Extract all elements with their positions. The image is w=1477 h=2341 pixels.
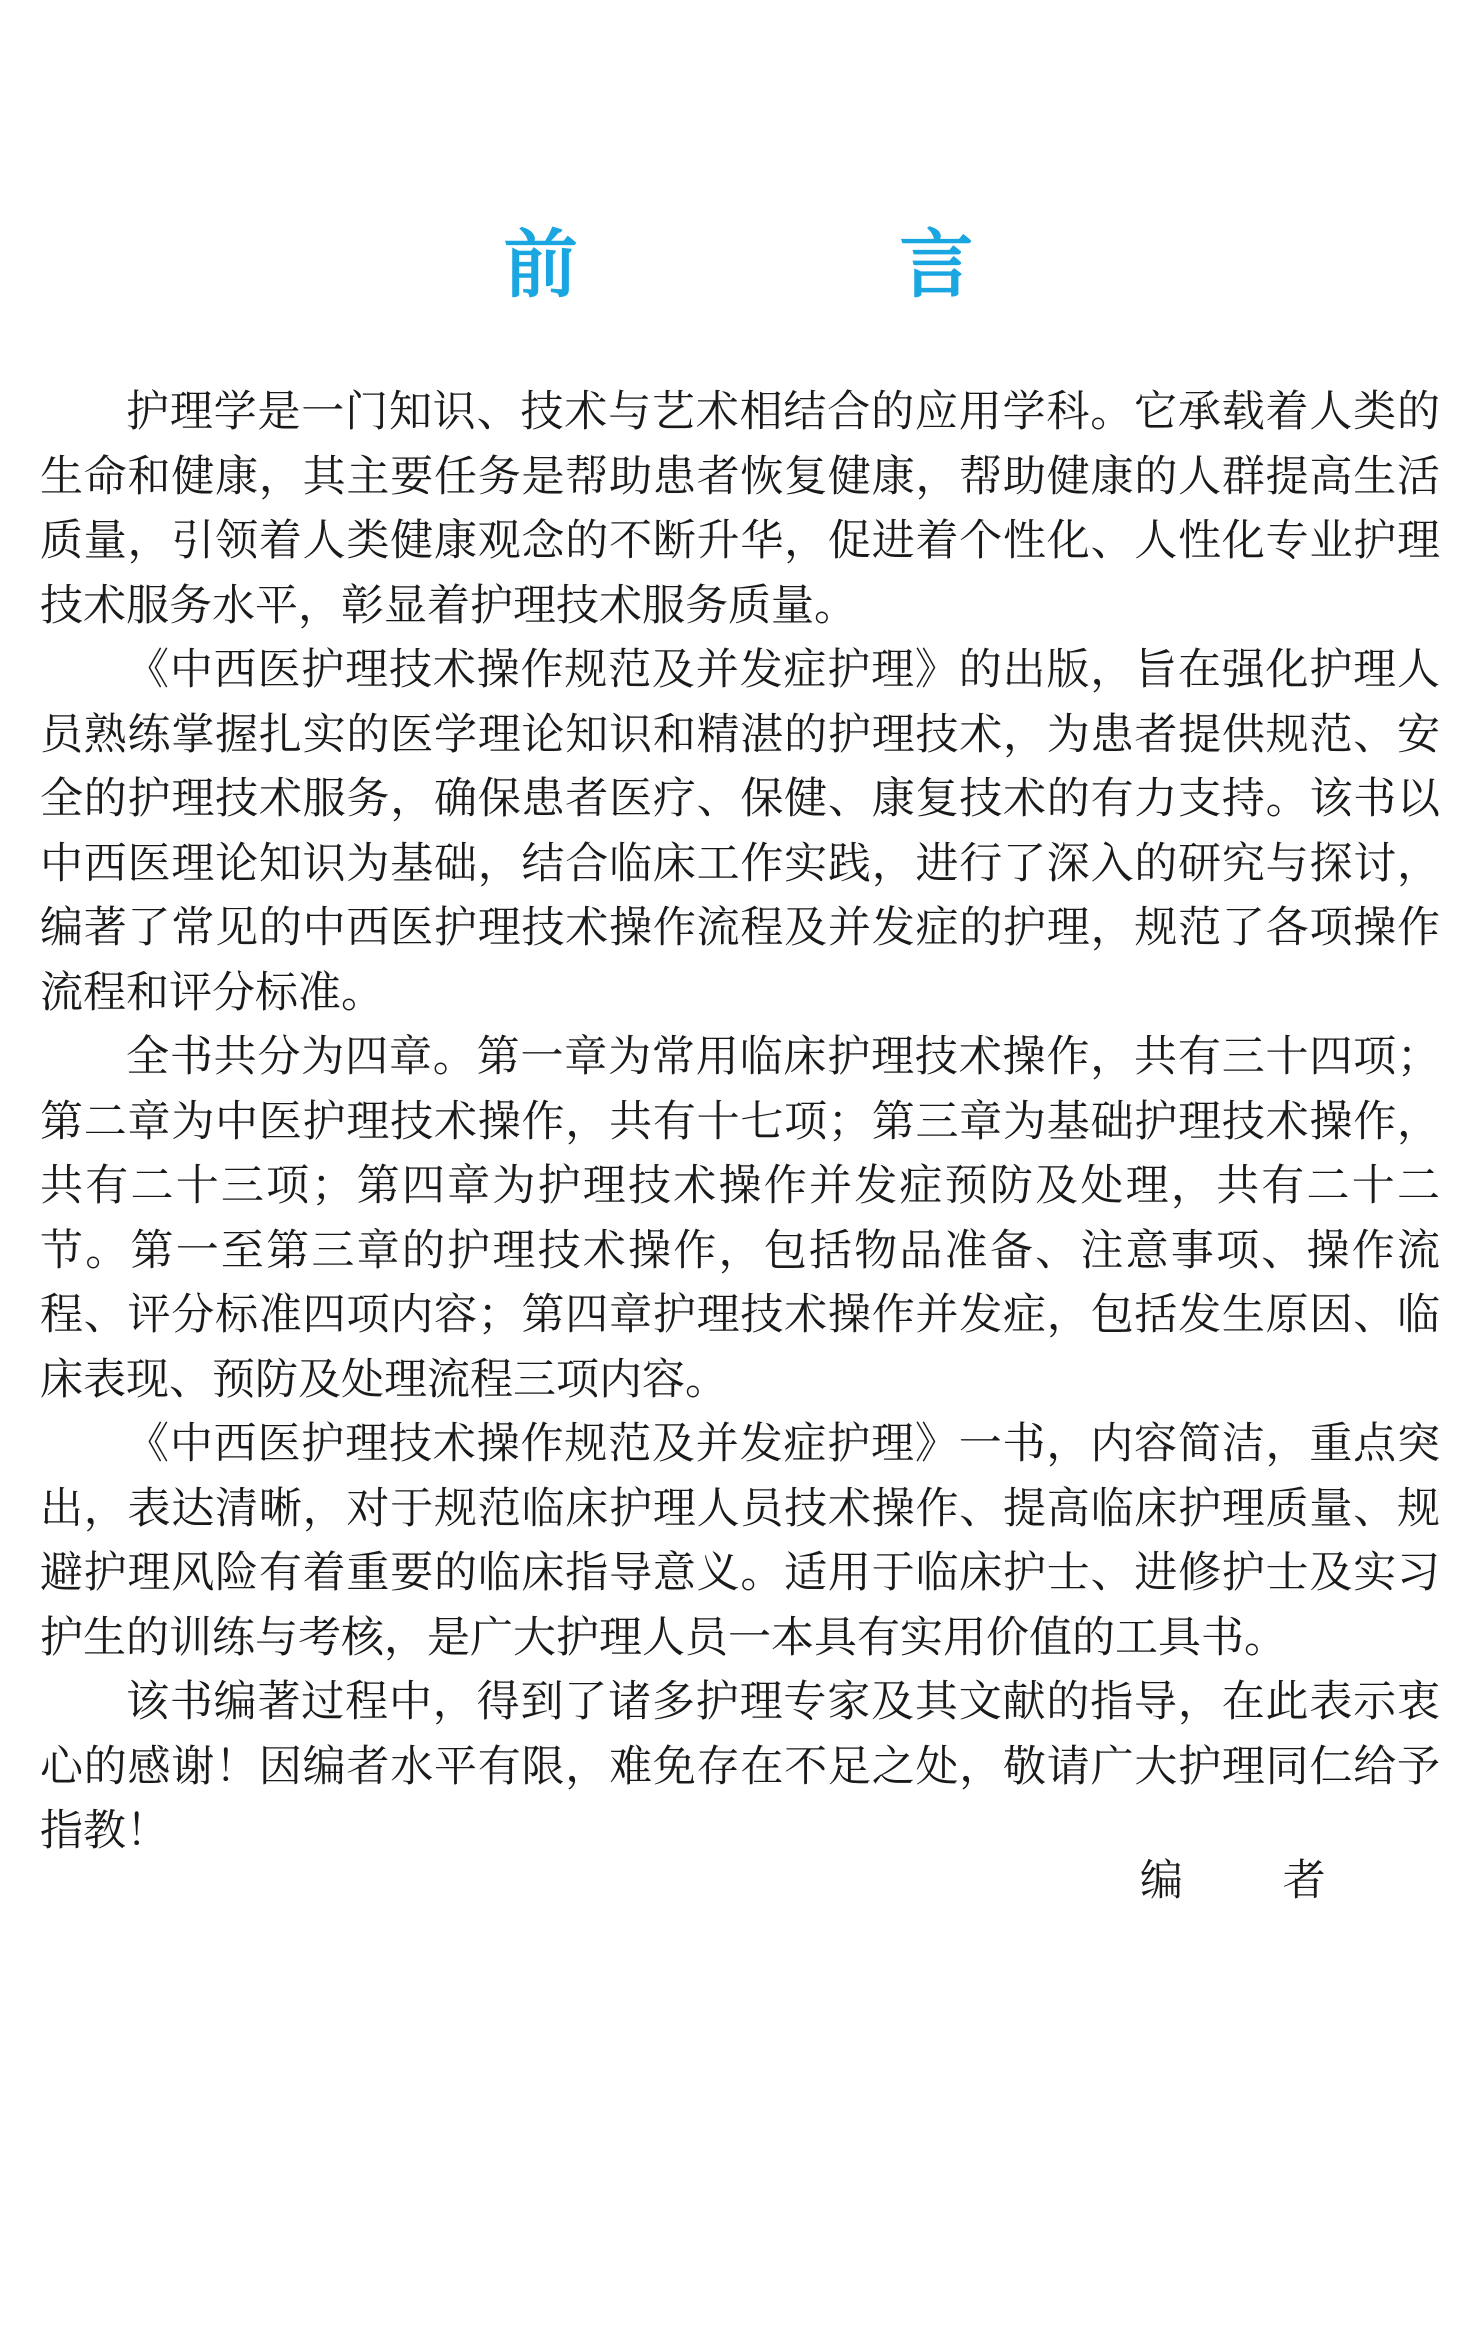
preface-paragraph-3: 全书共分为四章。第一章为常用临床护理技术操作，共有三十四项；第二章为中医护理技术操作，共有十七项；第三章为基础护理技术操作，共有二十三项；第四章为护理技术操作并发症预防及处理，共有二十二节。第一至第三章的护理技术操作，包括物品准备、注意事项、操作流程、评分标准四项内容；第四章护理技术操作并发症，包括发生原因、临床表现、预防及处理流程三项内容。	[40, 1032, 1440, 1405]
preface-paragraph-4: 《中西医护理技术操作规范及并发症护理》一书，内容简洁，重点突出，表达清晰，对于规范临床护理人员技术操作、提高临床护理质量、规避护理风险有着重要的临床指导意义。适用于临床护士、进修护士及实习护生的训练与考核，是广大护理人员一本具有实用价值的工具书。	[40, 1419, 1440, 1663]
author-signature: 编 者	[1140, 1856, 1369, 1906]
preface-body	[40, 380, 1440, 1864]
page-title: 前 言	[503, 221, 1122, 308]
preface-paragraph-1: 护理学是一门知识、技术与艺术相结合的应用学科。它承载着人类的生命和健康，其主要任务是帮助患者恢复健康，帮助健康的人群提高生活质量，引领着人类健康观念的不断升华，促进着个性化、人性化专业护理技术服务水平，彰显着护理技术服务质量。	[40, 387, 1440, 631]
preface-paragraph-5: 该书编著过程中，得到了诸多护理专家及其文献的指导，在此表示衷心的感谢！因编者水平有限，难免存在不足之处，敬请广大护理同仁给予指教！	[40, 1677, 1440, 1856]
preface-paragraph-2: 《中西医护理技术操作规范及并发症护理》的出版，旨在强化护理人员熟练掌握扎实的医学理论知识和精湛的护理技术，为患者提供规范、安全的护理技术服务，确保患者医疗、保健、康复技术的有力支持。该书以中西医理论知识为基础，结合临床工作实践，进行了深入的研究与探讨，编著了常见的中西医护理技术操作流程及并发症的护理，规范了各项操作流程和评分标准。	[40, 645, 1440, 1018]
